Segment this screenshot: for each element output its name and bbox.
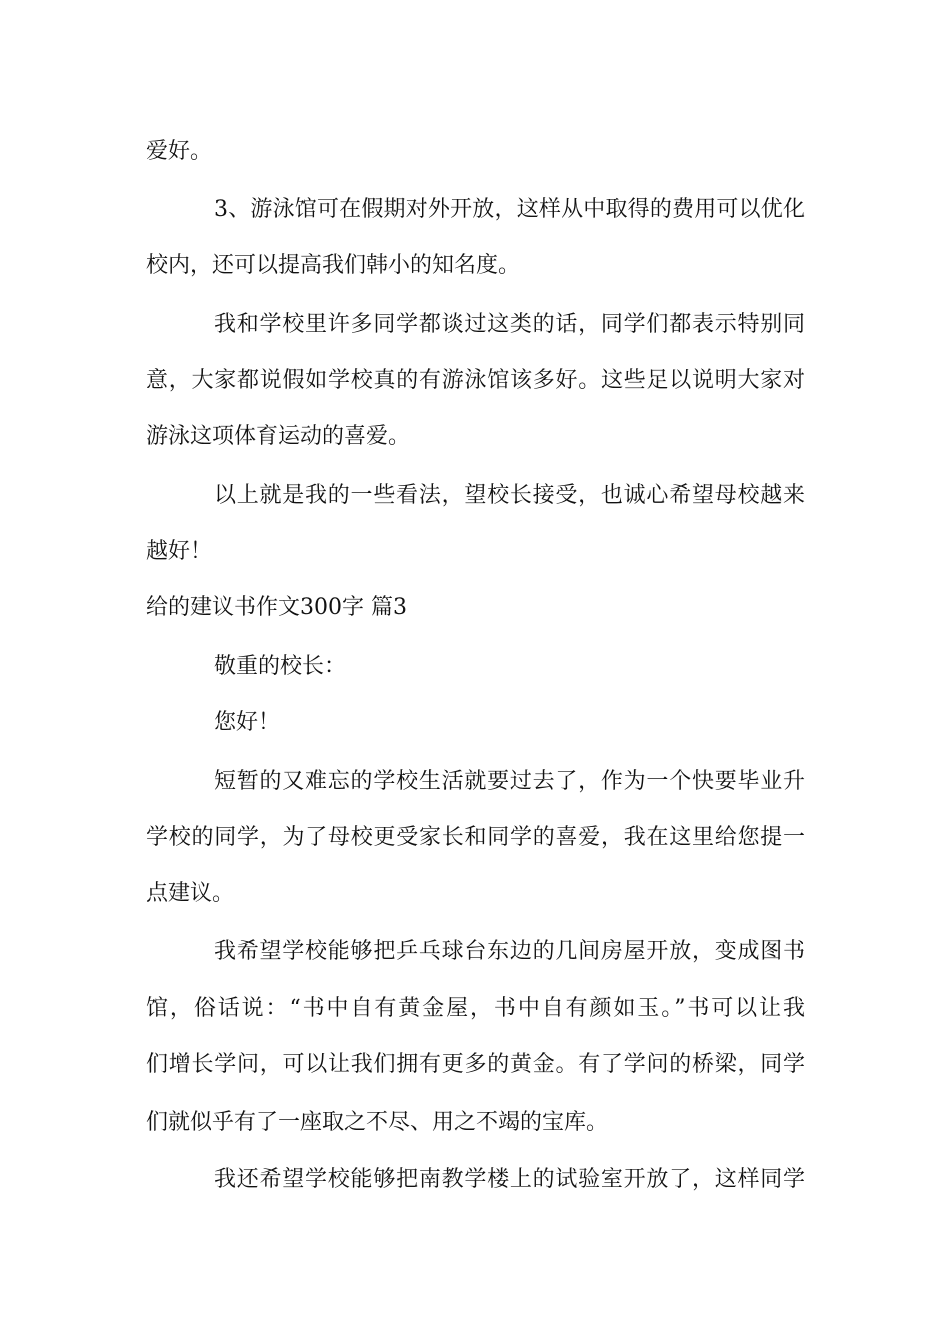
paragraph-start: 我还希望学校能够把南教学楼上的试验室开放了，这样同学 [214, 1167, 805, 1192]
text-line: 校内，还可以提高我们韩小的知名度。 [146, 253, 521, 278]
text-line: 馆，俗话说：“书中自有黄金屋，书中自有颜如玉。”书可以让我 [146, 996, 805, 1021]
paragraph-start: 我和学校里许多同学都谈过这类的话，同学们都表示特别同 [214, 312, 805, 337]
salutation: 敬重的校长： [214, 654, 347, 679]
greeting: 您好！ [214, 710, 281, 735]
list-item-3: 3、游泳馆可在假期对外开放，这样从中取得的费用可以优化 [214, 197, 805, 222]
paragraph-start: 短暂的又难忘的学校生活就要过去了，作为一个快要毕业升 [214, 769, 805, 794]
text-line: 们增长学问，可以让我们拥有更多的黄金。有了学问的桥梁，同学 [146, 1052, 805, 1077]
text-line: 点建议。 [146, 881, 235, 906]
text-line: 爱好。 [146, 139, 213, 164]
paragraph-start: 以上就是我的一些看法，望校长接受，也诚心希望母校越来 [214, 483, 805, 508]
text-line: 游泳这项体育运动的喜爱。 [146, 424, 411, 449]
text-line: 意，大家都说假如学校真的有游泳馆该多好。这些足以说明大家对 [146, 368, 805, 393]
text-line: 学校的同学，为了母校更受家长和同学的喜爱，我在这里给您提一 [146, 825, 805, 850]
text-line: 越好！ [146, 539, 213, 564]
text-line: 们就似乎有了一座取之不尽、用之不竭的宝库。 [146, 1110, 609, 1135]
section-heading: 给的建议书作文300字 篇3 [146, 595, 407, 620]
paragraph-start: 我希望学校能够把乒乓球台东边的几间房屋开放，变成图书 [214, 939, 805, 964]
